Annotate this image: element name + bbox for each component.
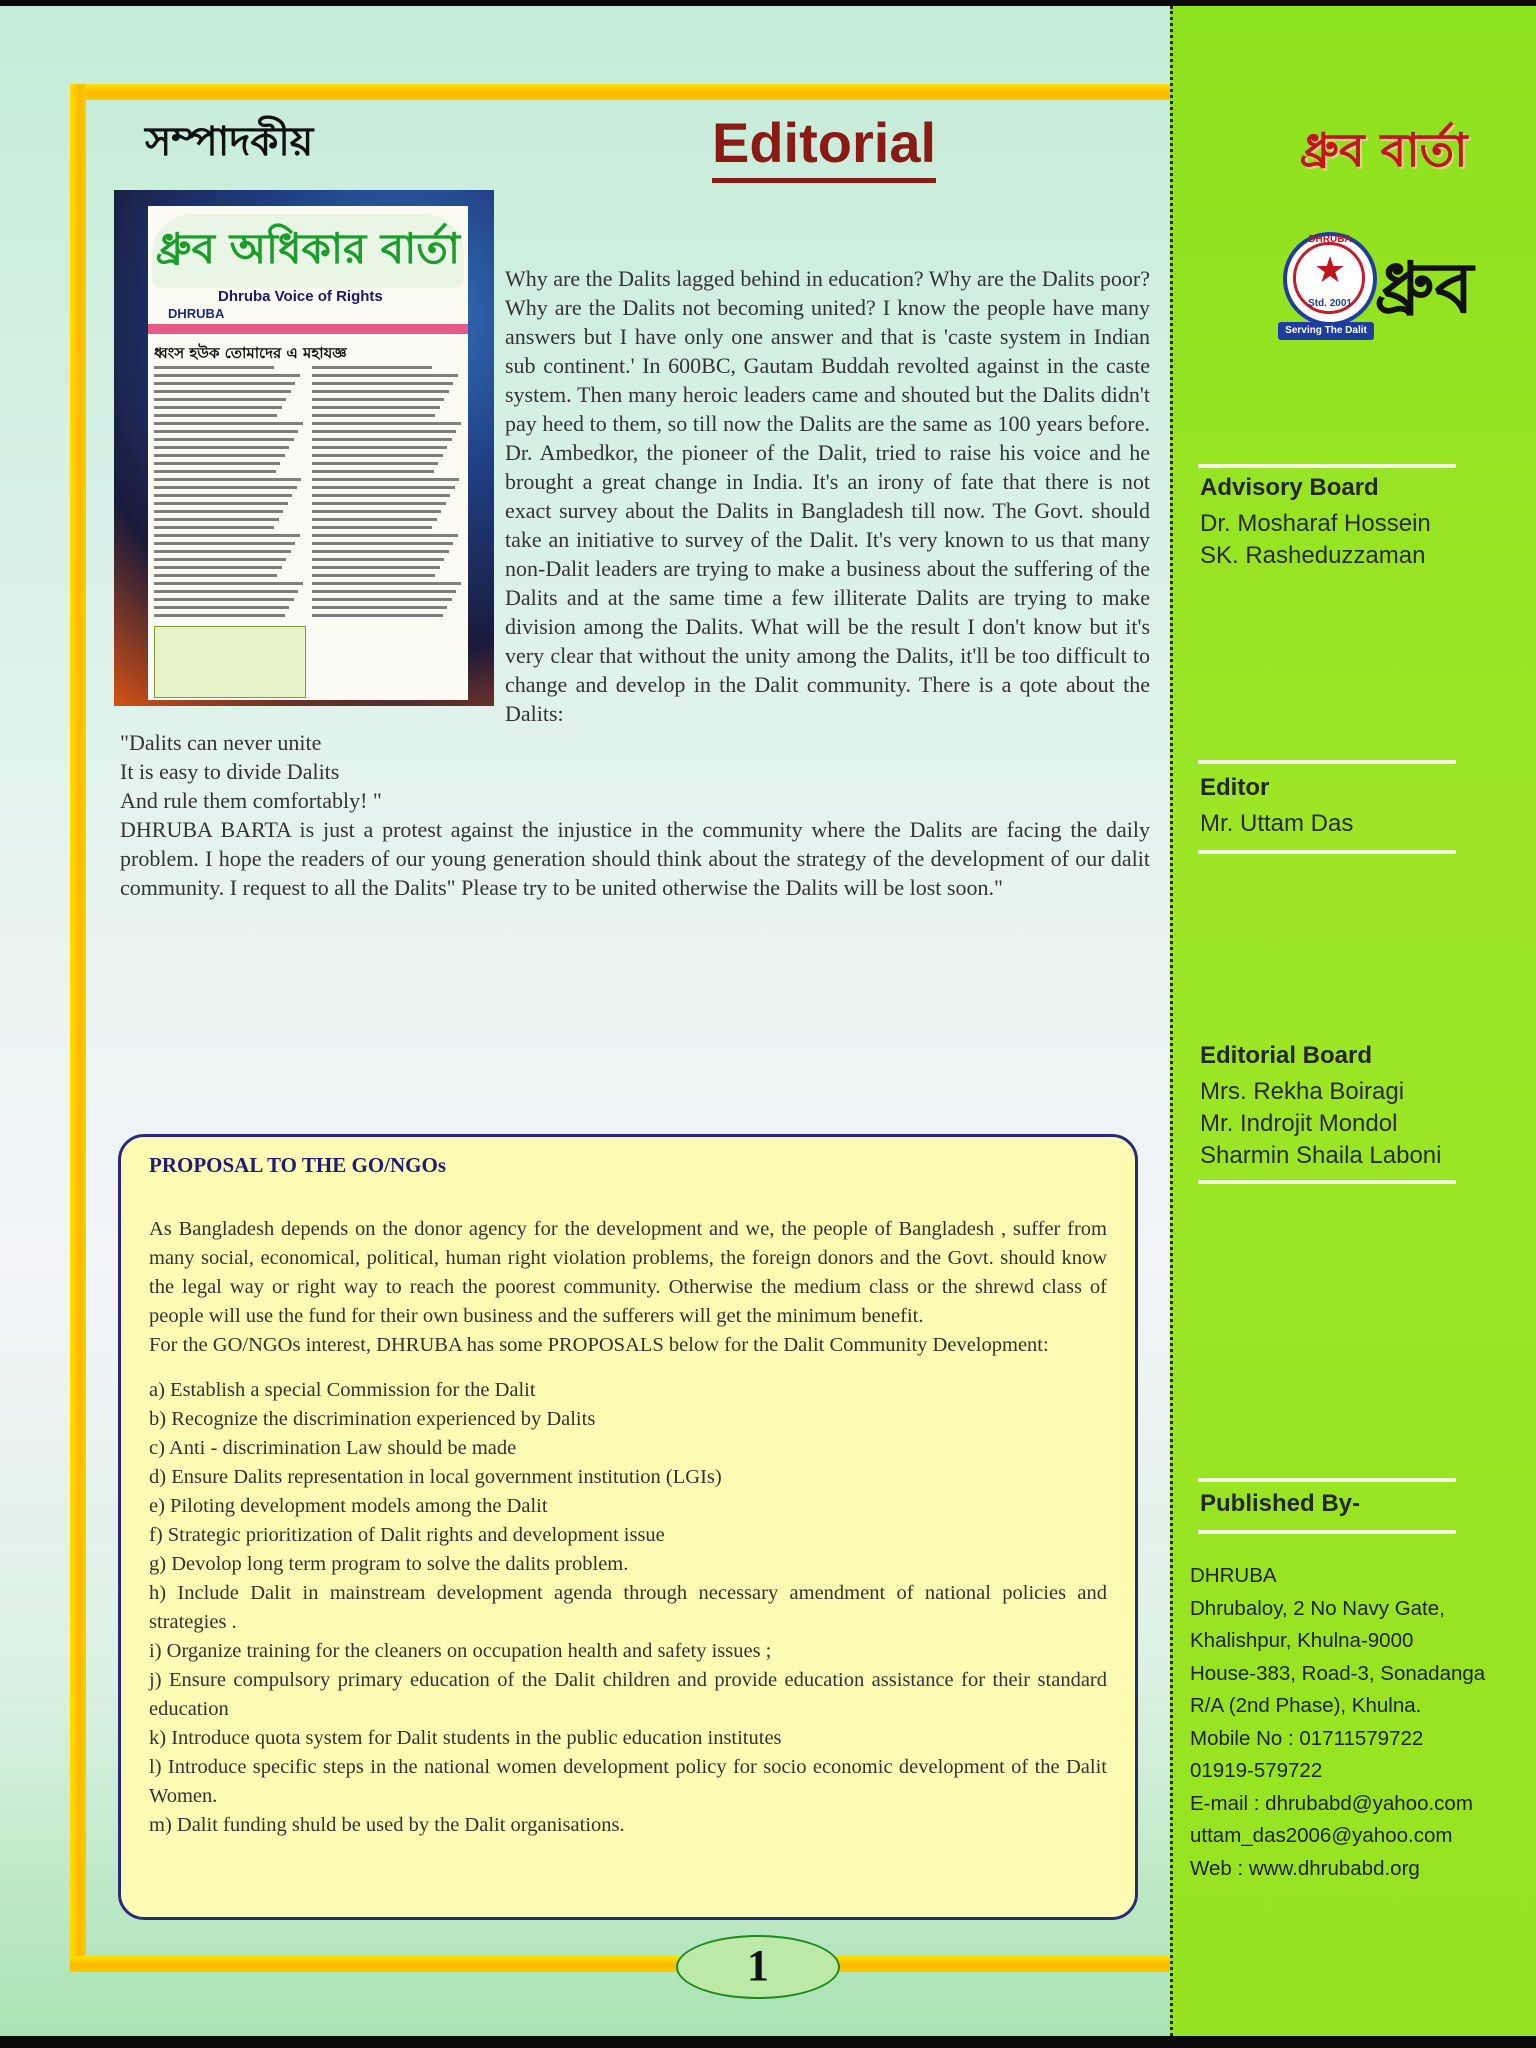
editorial-board-label: Editorial Board xyxy=(1200,1042,1373,1069)
org-badge-logo xyxy=(1283,232,1377,326)
published-by-label: Published By- xyxy=(1200,1490,1361,1517)
proposal-lead: For the GO/NGOs interest, DHRUBA has some PROPOSALS below for the Dalit Community Development: xyxy=(149,1334,1049,1356)
editorial-board-name: Sharmin Shaila Laboni xyxy=(1200,1142,1442,1169)
address-line: uttam_das2006@yahoo.com xyxy=(1190,1824,1453,1847)
perforation-line xyxy=(1170,6,1173,2036)
editor-name: Mr. Uttam Das xyxy=(1200,810,1354,837)
quote-line: It is easy to divide Dalits xyxy=(120,759,340,784)
quote-line: And rule them comfortably! " xyxy=(120,788,382,813)
address-line: Khalishpur, Khulna-9000 xyxy=(1190,1629,1414,1652)
address-line: Dhrubaloy, 2 No Navy Gate, xyxy=(1190,1596,1445,1620)
proposal-item: c) Anti - discrimination Law should be made xyxy=(149,1437,517,1459)
quote-line: "Dalits can never unite xyxy=(120,730,322,755)
proposal-list xyxy=(149,1376,1107,1840)
page-title: Editorial xyxy=(712,112,936,183)
newsletter-headline: ধ্বংস হউক তোমাদের এ মহাযজ্ঞ xyxy=(154,344,347,362)
divider xyxy=(1198,760,1456,764)
proposal-item: l) Introduce specific steps in the national women development policy for socio economic development of the Dalit Women. xyxy=(149,1756,1107,1807)
divider xyxy=(1198,1478,1456,1482)
page-number: 1 xyxy=(676,1935,840,1999)
editorial-paragraph: Why are the Dalits lagged behind in education? Why are the Dalits poor? Why are the Dalits not becoming united? I know the people have many answers but I have only one answer and that is 'caste system in Indian sub continent.' In 600BC, Gautam Buddah revolted against in the caste system. Then many heroic leaders came and shouted but the Dalits didn't pay heed to them, so till now the Dalits are the same as 100 years before. Dr. Ambedkor, the pioneer of the Dalit, tried to raise his voice and he brought a great change in India. It's an irony of fate that there is not exact survey about the Dalits in Bangladesh till now. The Govt. should take an initiative to survey of the Dalit. It's very known to us that many non-Dalit leaders are trying to make a business about the suffering of the Dalits and at the same time a few illiterate Dalits are trying to make division among the Dalits. What will be the result I don't know but it's very clear that without the unity among the Dalits, it'll be too difficult to change and develop in the Dalit community. There is a qote about the Dalits: xyxy=(505,266,1150,726)
editorial-board-name: Mrs. Rekha Boiragi xyxy=(1200,1078,1405,1105)
divider xyxy=(1198,1530,1456,1534)
badge-org: DHRUBA xyxy=(1308,234,1352,245)
proposal-box xyxy=(118,1134,1138,1920)
proposal-item: i) Organize training for the cleaners on occupation health and safety issues ; xyxy=(149,1640,772,1662)
frame-top-border xyxy=(70,84,1170,100)
advisory-board-label: Advisory Board xyxy=(1200,474,1379,501)
proposal-item: g) Devolop long term program to solve the dalits problem. xyxy=(149,1553,629,1575)
bengali-heading: সম্পাদকীয় xyxy=(145,119,314,165)
newsletter-masthead: ধ্রুব অধিকার বার্তা xyxy=(152,214,464,288)
divider xyxy=(1198,464,1456,468)
badge-year: Std. 2001 xyxy=(1308,298,1352,309)
publisher-address xyxy=(1190,1560,1485,1885)
proposal-item: j) Ensure compulsory primary education of the Dalit children and provide education assistance for their standard education xyxy=(149,1669,1107,1720)
proposal-item: m) Dalit funding shuld be used by the Dalit organisations. xyxy=(149,1814,625,1836)
editorial-board-names xyxy=(1200,1076,1442,1172)
proposal-item: k) Introduce quota system for Dalit students in the public education institutes xyxy=(149,1727,782,1749)
editor-label: Editor xyxy=(1200,774,1270,801)
address-line: 01919-579722 xyxy=(1190,1759,1323,1782)
divider xyxy=(1198,850,1456,854)
address-line: E-mail : dhrubabd@yahoo.com xyxy=(1190,1791,1473,1815)
star-icon: ★ xyxy=(1313,250,1347,290)
advisory-board-names xyxy=(1200,508,1431,572)
divider xyxy=(1198,1180,1456,1184)
proposal-item: a) Establish a special Commission for the Dalit xyxy=(149,1379,536,1401)
proposal-body xyxy=(149,1215,1107,1840)
proposal-item: d) Ensure Dalits representation in local government institution (LGIs) xyxy=(149,1466,722,1488)
advisory-name: Dr. Mosharaf Hossein xyxy=(1200,510,1431,537)
address-line: Mobile No : 01711579722 xyxy=(1190,1726,1424,1750)
proposal-item: e) Piloting development models among the Dalit xyxy=(149,1495,548,1517)
address-line: Web : www.dhrubabd.org xyxy=(1190,1856,1420,1880)
editorial-body xyxy=(120,264,1150,902)
address-line: House-383, Road-3, Sonadanga xyxy=(1190,1661,1486,1685)
advisory-name: SK. Rasheduzzaman xyxy=(1200,542,1426,569)
proposal-item: f) Strategic prioritization of Dalit rights and development issue xyxy=(149,1524,665,1546)
editorial-board-name: Mr. Indrojit Mondol xyxy=(1200,1110,1398,1137)
frame-bottom-border xyxy=(70,1956,1170,1972)
frame-left-border xyxy=(70,84,86,1970)
proposal-item: h) Include Dalit in mainstream development agenda through necessary amendment of national policies and strategies . xyxy=(149,1582,1107,1633)
proposal-title: PROPOSAL TO THE GO/NGOs xyxy=(149,1153,446,1177)
newsletter-org: DHRUBA xyxy=(168,306,225,321)
address-line: R/A (2nd Phase), Khulna. xyxy=(1190,1694,1422,1717)
masthead-logo: ধ্রুব বার্তা xyxy=(1300,123,1468,177)
org-name-glyph: ধ্রুব xyxy=(1375,247,1474,329)
proposal-item: b) Recognize the discrimination experienced by Dalits xyxy=(149,1408,596,1430)
editorial-paragraph: DHRUBA BARTA is just a protest against the injustice in the community where the Dalits are facing the daily problem. I hope the readers of our young generation should think about the strategy of the development of our dalit community. I request to all the Dalits" Please try to be united otherwise the Dalits will be lost soon." xyxy=(120,817,1150,900)
page xyxy=(0,6,1536,2036)
image-float-spacer xyxy=(120,264,505,704)
address-line: DHRUBA xyxy=(1190,1564,1277,1587)
newsletter-subtitle: Dhruba Voice of Rights xyxy=(218,288,383,305)
badge-slogan: Serving The Dalit xyxy=(1278,322,1374,340)
proposal-intro: As Bangladesh depends on the donor agency for the development and we, the people of Bangladesh , suffer from many social, economical, political, human right violation problems, the foreign donors and the Govt. should know the legal way or right way to reach the poorest community. Otherwise the medium class or the shrewd class of people will use the fund for their own business and the sufferers will get the minimum benefit. xyxy=(149,1218,1107,1327)
